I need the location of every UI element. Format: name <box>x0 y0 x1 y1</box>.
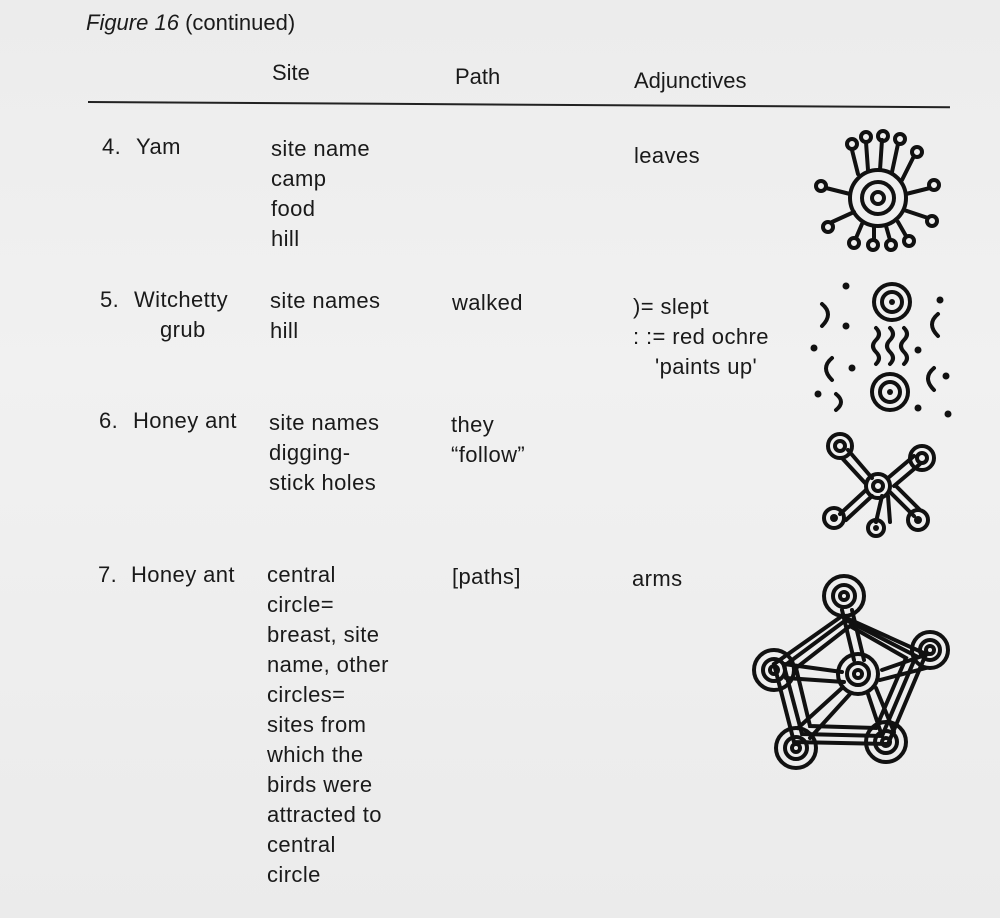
site-line: central <box>267 562 336 587</box>
path-line: [paths] <box>452 564 521 589</box>
site-line: site name <box>271 136 370 161</box>
site-line: digging- <box>269 440 351 465</box>
site-line: site names <box>270 288 381 313</box>
path-line: walked <box>452 290 523 315</box>
row-path <box>452 562 521 592</box>
row-adjunctives <box>633 292 769 382</box>
site-line: circle <box>267 862 321 887</box>
row-name <box>133 406 237 436</box>
row-number: 5. <box>100 287 120 312</box>
row-name <box>134 285 228 345</box>
row-number: 7. <box>98 562 118 587</box>
yam-glyph-icon <box>810 128 950 258</box>
row-number: 6. <box>99 408 119 433</box>
site-line: food <box>271 196 316 221</box>
site-line: sites from <box>267 712 367 737</box>
adjunctive-line: 'paints up' <box>655 354 758 379</box>
site-line: hill <box>271 226 300 251</box>
row-site <box>267 560 389 890</box>
row-name <box>131 560 235 590</box>
row-name-line: Honey ant <box>131 562 235 587</box>
honey-ant-glyph-icon <box>818 428 942 540</box>
row-path <box>451 410 525 470</box>
row-name-line: Honey ant <box>133 408 237 433</box>
site-line: site names <box>269 410 380 435</box>
honey-ant-star-glyph-icon <box>750 568 954 774</box>
row-path <box>452 288 523 318</box>
site-line: circles= <box>267 682 346 707</box>
figure-caption <box>86 10 295 36</box>
row-name <box>136 132 181 162</box>
site-line: central <box>267 832 336 857</box>
site-line: which the <box>267 742 364 767</box>
path-line: they <box>451 412 495 437</box>
column-header-path: Path <box>455 64 501 89</box>
site-line: circle= <box>267 592 334 617</box>
site-line: stick holes <box>269 470 377 495</box>
figure-caption-suffix: (continued) <box>185 10 296 35</box>
row-adjunctives <box>634 141 700 171</box>
column-header-site: Site <box>272 60 310 85</box>
site-line: breast, site <box>267 622 380 647</box>
row-name-line: Yam <box>136 134 181 159</box>
witchetty-grub-glyph-icon <box>806 276 956 422</box>
adjunctive-line: arms <box>632 566 683 591</box>
site-line: birds were <box>267 772 373 797</box>
adjunctive-line: : := red ochre <box>633 324 769 349</box>
path-line: “follow” <box>451 442 526 467</box>
row-number: 4. <box>102 134 122 159</box>
site-line: attracted to <box>267 802 382 827</box>
row-site <box>270 286 380 346</box>
figure-label: Figure 16 <box>86 10 179 35</box>
site-line: name, other <box>267 652 389 677</box>
adjunctive-line: leaves <box>634 143 700 168</box>
row-adjunctives <box>632 564 683 594</box>
row-name-line: grub <box>160 317 206 342</box>
row-site <box>271 134 370 254</box>
adjunctive-line: )= slept <box>633 294 709 319</box>
site-line: camp <box>271 166 327 191</box>
site-line: hill <box>270 318 299 343</box>
header-rule <box>88 101 950 108</box>
row-name-line: Witchetty <box>134 287 229 312</box>
row-site <box>269 408 379 498</box>
column-header-adjunctives: Adjunctives <box>634 68 747 93</box>
